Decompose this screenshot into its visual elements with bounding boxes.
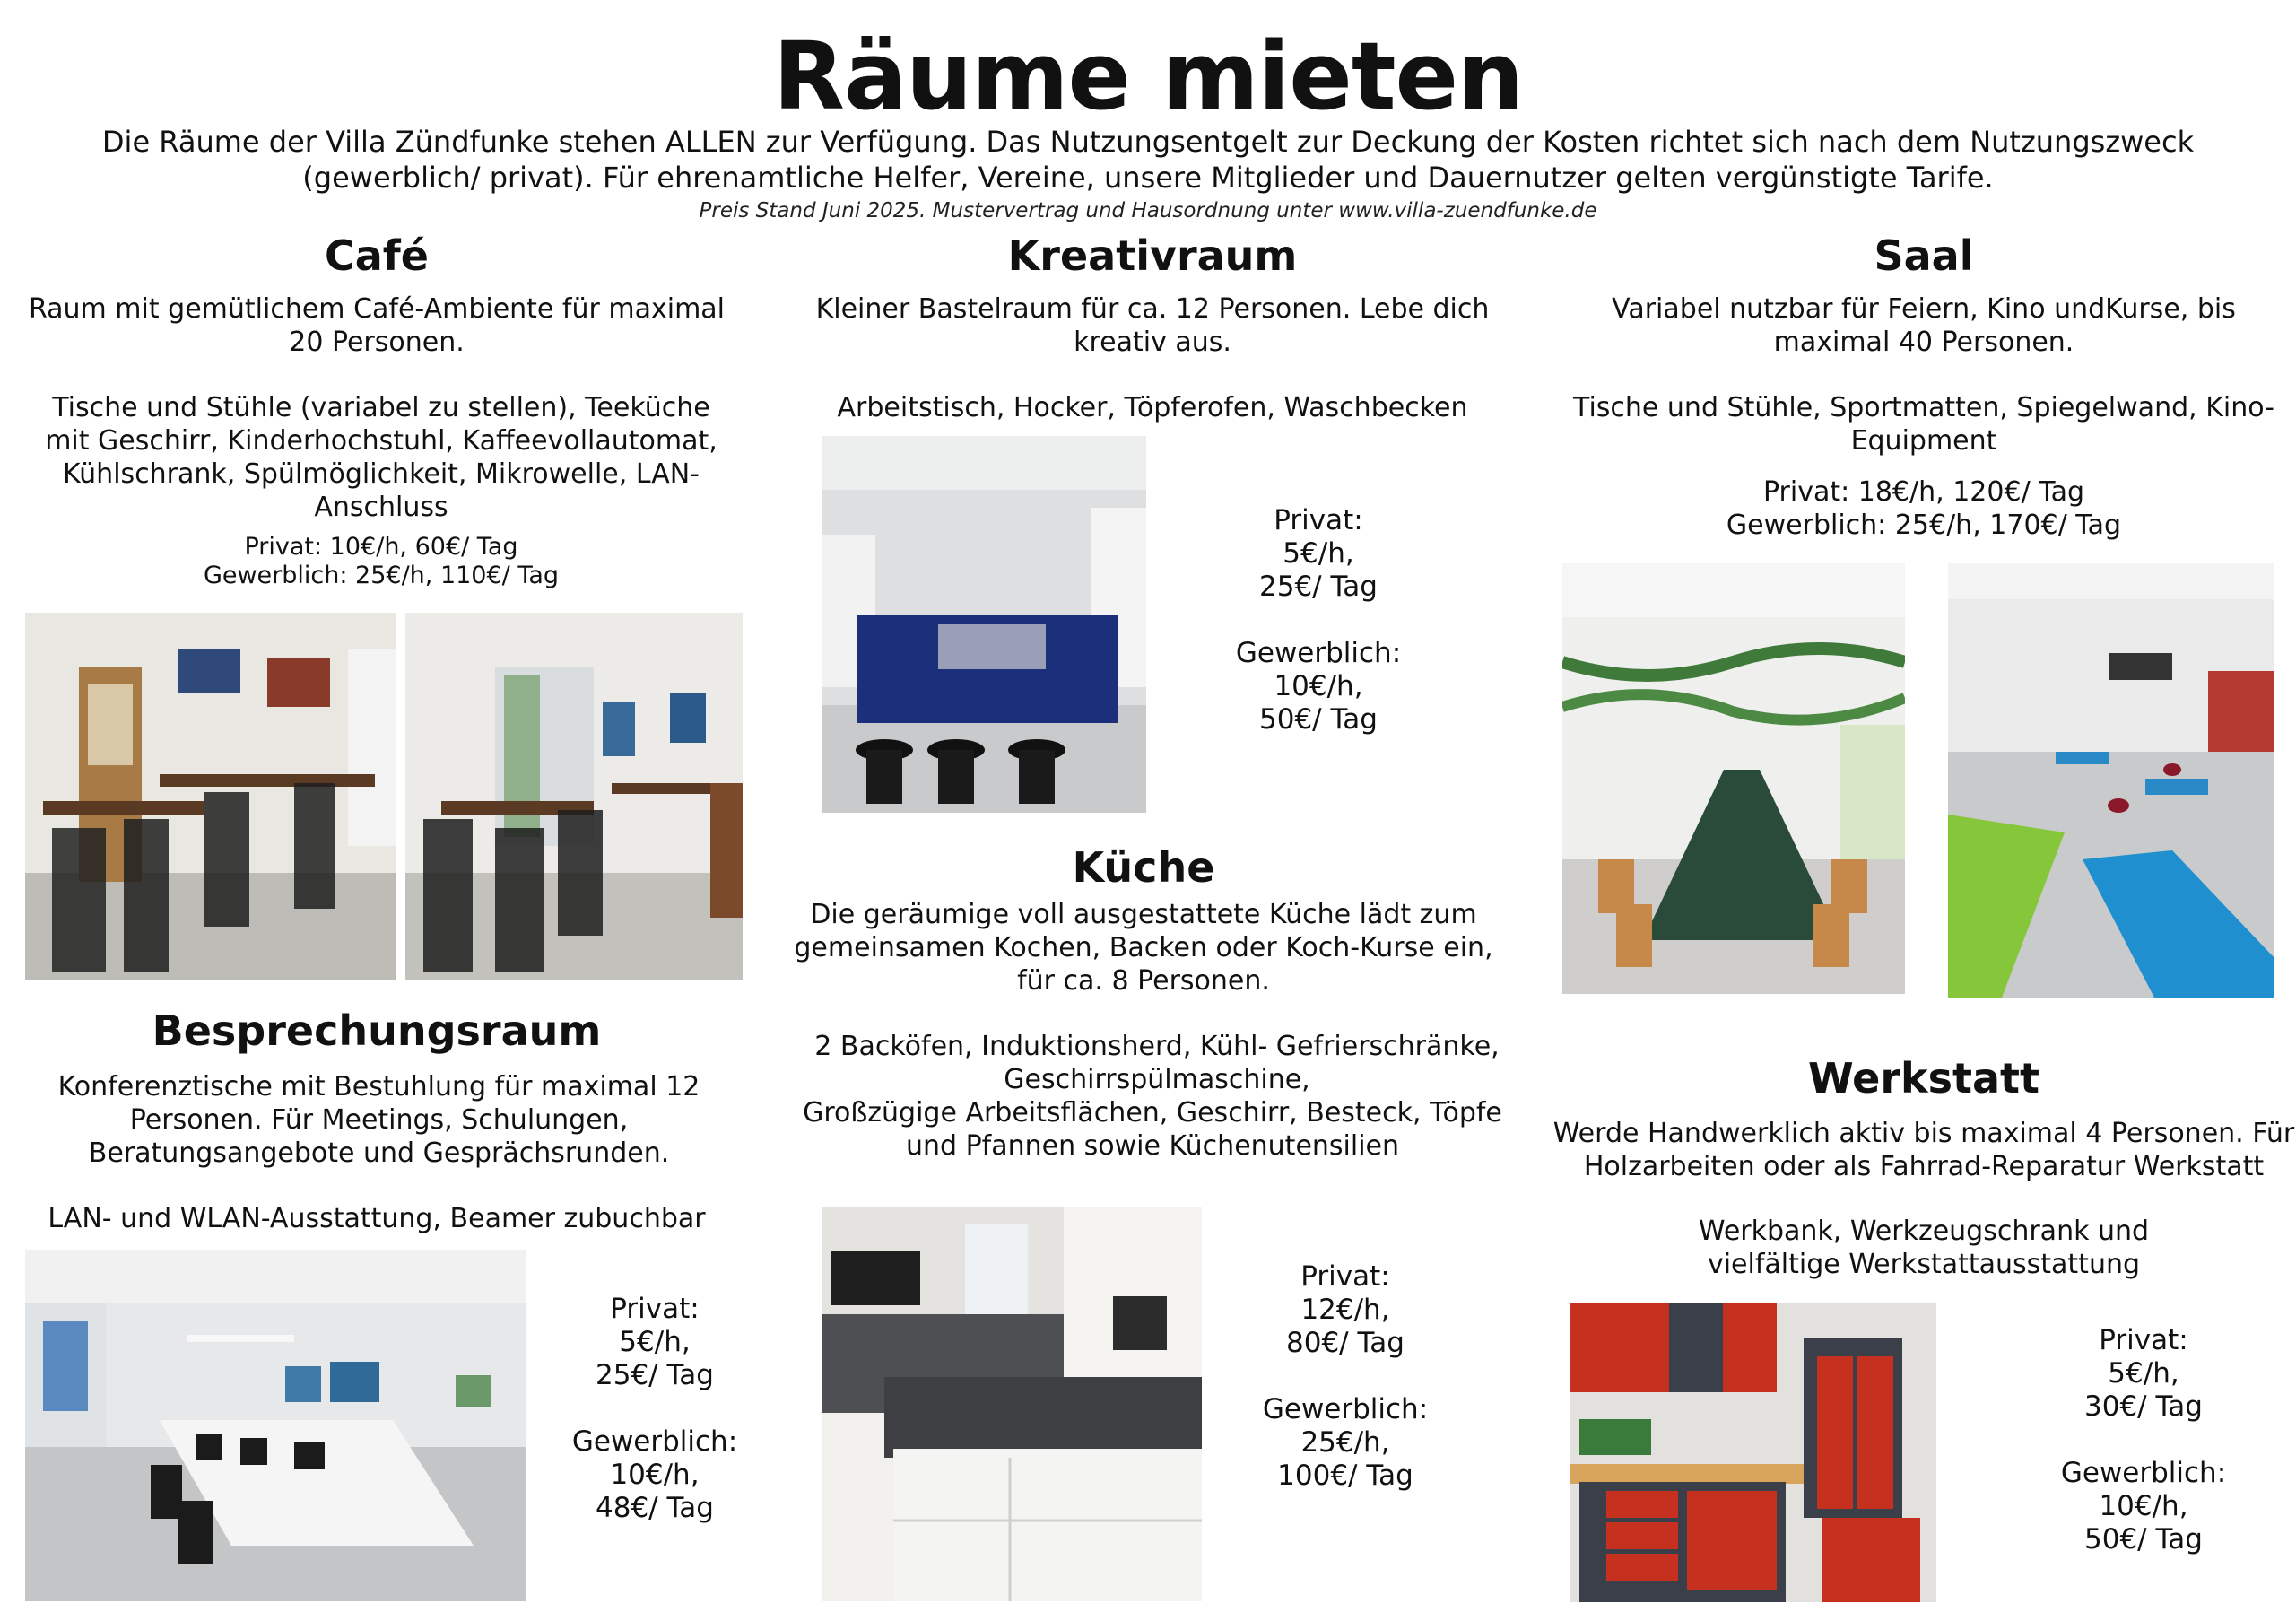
business-day: 50€/ Tag [2084, 1523, 2203, 1556]
business-label: Gewerblich: [1262, 1393, 1429, 1425]
private-hour: 5€/h, [619, 1326, 691, 1358]
business-label: Gewerblich: [571, 1425, 738, 1458]
saal-equipment: Tische und Stühle, Sportmatten, Spiegelwand, Kino-Equipment [1573, 392, 2274, 457]
cafe-equipment: Tische und Stühle (variabel zu stellen), Teeküche mit Geschirr, Kinderhochstuhl, Kaffeevollautomat, Kühlschrank, Spülmöglichkeit, Mikrowelle, LAN-Anschluss [45, 392, 718, 523]
private-hour: 12€/h, [1300, 1294, 1390, 1326]
kueche-heading: Küche [1072, 843, 1215, 892]
saal-description: Variabel nutzbar für Feiern, Kino undKurse, bis maximal 40 Personen. [1612, 293, 2236, 358]
saal-heading: Saal [1874, 231, 1974, 280]
intro-text: Die Räume der Villa Zündfunke stehen ALLEN zur Verfügung. Das Nutzungsentgelt zur Deckung der Kosten richtet sich nach dem Nutzungszweck (gewerblich/ privat). Für ehrenamtliche Helfer, Vereine, unsere Mitglieder und Dauernutzer gelten vergünstigte Tarife. [101, 125, 2195, 195]
business-label: Gewerblich: [1235, 637, 1402, 669]
kueche-photo [822, 1207, 1202, 1601]
cafe-heading: Café [324, 231, 429, 280]
kreativraum-heading: Kreativraum [1007, 231, 1298, 280]
private-label: Privat: [2099, 1324, 2188, 1356]
besprechungsraum-heading: Besprechungsraum [152, 1007, 602, 1055]
business-hour: 10€/h, [1274, 670, 1363, 702]
page-title: Räume mieten [772, 22, 1524, 131]
kueche-description: Die geräumige voll ausgestattete Küche lädt zum gemeinsamen Kochen, Backen oder Koch-Kurse ein, für ca. 8 Personen. [794, 899, 1493, 997]
werkstatt-description: Werde Handwerklich aktiv bis maximal 4 Personen. Für Holzarbeiten oder als Fahrrad-Reparatur Werkstatt [1552, 1118, 2295, 1182]
kreativraum-price [1193, 504, 1444, 736]
kueche-price [1229, 1260, 1462, 1493]
business-hour: 10€/h, [610, 1459, 700, 1491]
business-day: 48€/ Tag [596, 1492, 714, 1524]
private-day: 30€/ Tag [2084, 1390, 2203, 1423]
business-hour: 25€/h, [1300, 1426, 1390, 1459]
besprechungsraum-photo [25, 1250, 526, 1601]
private-day: 80€/ Tag [1286, 1327, 1405, 1359]
private-day: 25€/ Tag [596, 1359, 714, 1391]
kueche-equipment-2: Großzügige Arbeitsflächen, Geschirr, Besteck, Töpfe und Pfannen sowie Küchenutensilien [803, 1097, 1502, 1162]
cafe-description: Raum mit gemütlichem Café-Ambiente für maximal 20 Personen. [28, 293, 726, 358]
werkstatt-price [2036, 1324, 2251, 1556]
besprechungsraum-description: Konferenztische mit Bestuhlung für maximal 12 Personen. Für Meetings, Schulungen, Beratungsangebote und Gesprächsrunden. [57, 1071, 700, 1169]
kreativraum-photo [822, 436, 1146, 813]
cafe-photo-1 [25, 613, 396, 980]
kreativraum-description: Kleiner Bastelraum für ca. 12 Personen. Lebe dich kreativ aus. [815, 293, 1490, 358]
private-label: Privat: [610, 1293, 700, 1325]
saal-price-private: Privat: 18€/h, 120€/ Tag [1762, 476, 2084, 508]
private-label: Privat: [1300, 1260, 1390, 1293]
business-hour: 10€/h, [2099, 1490, 2188, 1522]
saal-photo-1 [1562, 563, 1905, 994]
besprechungsraum-equipment: LAN- und WLAN-Ausstattung, Beamer zubuchbar [48, 1203, 706, 1234]
werkstatt-equipment: Werkbank, Werkzeugschrank und vielfältige Werkstattausstattung [1698, 1216, 2150, 1280]
cafe-price-business: Gewerblich: 25€/h, 110€/ Tag [203, 562, 560, 589]
cafe-photo-2 [405, 613, 743, 980]
kueche-equipment-1: 2 Backöfen, Induktionsherd, Kühl- Gefrierschränke, Geschirrspülmaschine, [814, 1031, 1500, 1095]
besprechungsraum-price [538, 1293, 771, 1525]
private-label: Privat: [1274, 504, 1363, 536]
price-note: Preis Stand Juni 2025. Mustervertrag und Hausordnung unter www.villa-zuendfunke.de [699, 199, 1597, 222]
werkstatt-heading: Werkstatt [1808, 1054, 2039, 1102]
cafe-price-private: Privat: 10€/h, 60€/ Tag [244, 533, 518, 561]
private-day: 25€/ Tag [1259, 571, 1378, 603]
private-hour: 5€/h, [1283, 537, 1354, 570]
private-hour: 5€/h, [2108, 1357, 2179, 1390]
business-label: Gewerblich: [2060, 1457, 2227, 1489]
saal-price-business: Gewerblich: 25€/h, 170€/ Tag [1726, 510, 2122, 541]
werkstatt-photo [1570, 1303, 1936, 1602]
business-day: 50€/ Tag [1259, 703, 1378, 736]
kreativraum-equipment: Arbeitstisch, Hocker, Töpferofen, Waschbecken [837, 392, 1468, 423]
saal-photo-2 [1948, 563, 2274, 998]
business-day: 100€/ Tag [1277, 1460, 1413, 1492]
